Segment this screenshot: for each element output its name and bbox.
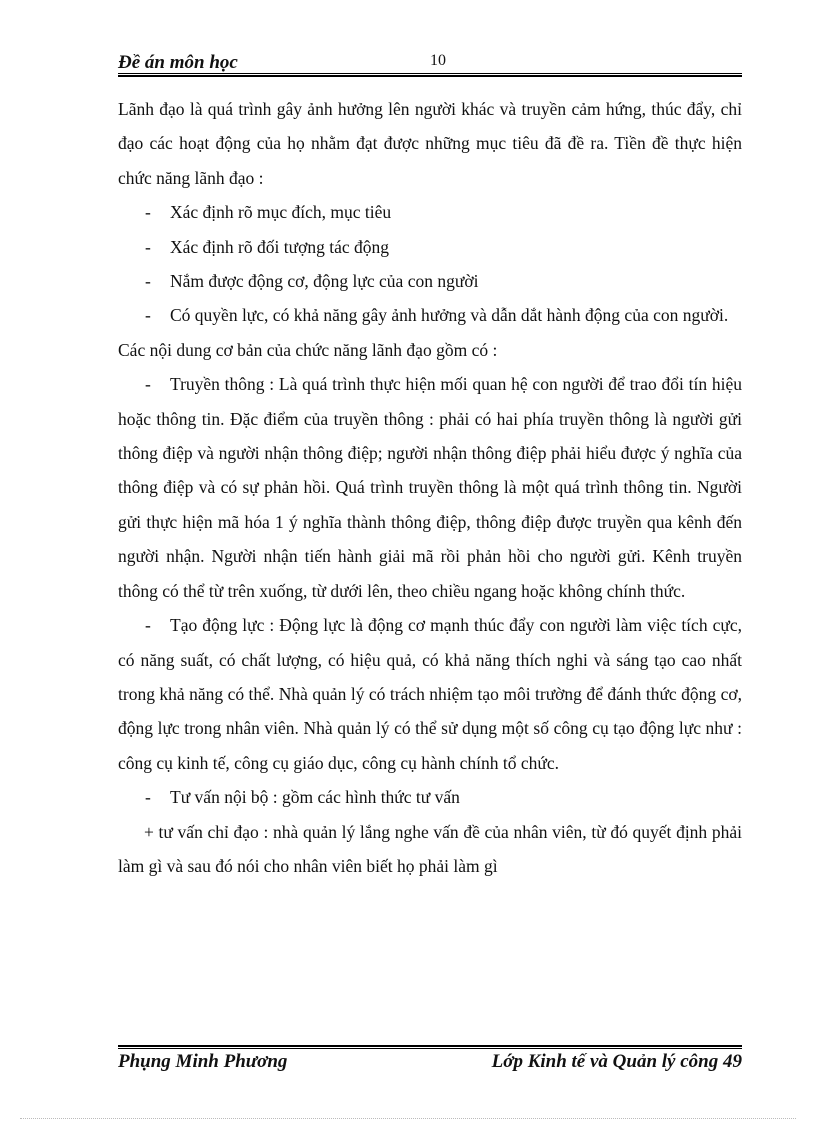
header-rule [118, 73, 742, 77]
dash-bullet: - [145, 787, 151, 808]
motivation-paragraph [118, 608, 742, 780]
paragraph-text: Tư vấn nội bộ : gồm các hình thức tư vấn [170, 787, 460, 808]
dash-bullet: - [145, 202, 151, 223]
footer-rule [118, 1045, 742, 1049]
paragraph-text: Tạo động lực : Động lực là động cơ mạnh thúc đẩy con người làm việc tích cực, có năng suất, có chất lượng, có hiệu quả, có khả năng thích nghi và sáng tạo cao nhất trong khả năng có thể. Nhà quản lý có trách nhiệm tạo môi trường để đánh thức động cơ, động lực trong nhân viên. Nhà quản lý có thể sử dụng một số công cụ tạo động lực như : công cụ kinh tế, công cụ giáo dục, công cụ hành chính tổ chức. [118, 615, 742, 773]
list-item-text: Nắm được động cơ, động lực của con người [170, 271, 479, 292]
consulting-paragraph [118, 780, 742, 814]
footer-class: Lớp Kinh tế và Quản lý công 49 [491, 1051, 742, 1072]
page-edge-divider [20, 1118, 796, 1119]
dash-bullet: - [145, 271, 151, 292]
list-item-text: Xác định rõ đối tượng tác động [170, 236, 389, 257]
dash-bullet: - [145, 615, 151, 636]
list-item [118, 195, 742, 229]
list-item-text: Có quyền lực, có khả năng gây ảnh hưởng và dẫn dắt hành động của con người. [170, 305, 729, 326]
page-number: 10 [430, 52, 446, 69]
list-item [118, 264, 742, 298]
dash-bullet: - [145, 236, 151, 257]
body-text [118, 92, 742, 883]
list-item [118, 230, 742, 264]
list-item-text: Xác định rõ mục đích, mục tiêu [170, 202, 392, 223]
dash-bullet: - [145, 305, 151, 326]
paragraph-text: Truyền thông : Là quá trình thực hiện mối quan hệ con người để trao đổi tín hiệu hoặc thông tin. Đặc điểm của truyền thông : phải có hai phía truyền thông là người gửi thông điệp và người nhận thông điệp; người nhận thông điệp phải hiểu được ý nghĩa của thông điệp và có sự phản hồi. Quá trình truyền thông là một quá trình thông tin. Người gửi thực hiện mã hóa 1 ý nghĩa thành thông điệp, thông điệp được truyền qua kênh đến người nhận. Người nhận tiến hành giải mã rồi phản hồi cho người gửi. Kênh truyền thông có thể từ trên xuống, từ dưới lên, theo chiều ngang hoặc không chính thức. [118, 374, 742, 601]
footer-author: Phụng Minh Phương [118, 1051, 288, 1072]
intro-paragraph: Lãnh đạo là quá trình gây ảnh hưởng lên người khác và truyền cảm hứng, thúc đẩy, chỉ đạo các hoạt động của họ nhằm đạt được những mục tiêu đã đề ra. Tiền đề thực hiện chức năng lãnh đạo : [118, 99, 742, 188]
contents-heading: Các nội dung cơ bản của chức năng lãnh đạo gồm có : [118, 339, 498, 360]
list-item [118, 298, 742, 332]
dash-bullet: - [145, 374, 151, 395]
communication-paragraph [118, 367, 742, 608]
directive-consulting-paragraph: + tư vấn chỉ đạo : nhà quản lý lắng nghe vấn đề của nhân viên, từ đó quyết định phải làm gì và sau đó nói cho nhân viên biết họ phải làm gì [118, 821, 742, 876]
header-title: Đề án môn học [118, 52, 238, 73]
